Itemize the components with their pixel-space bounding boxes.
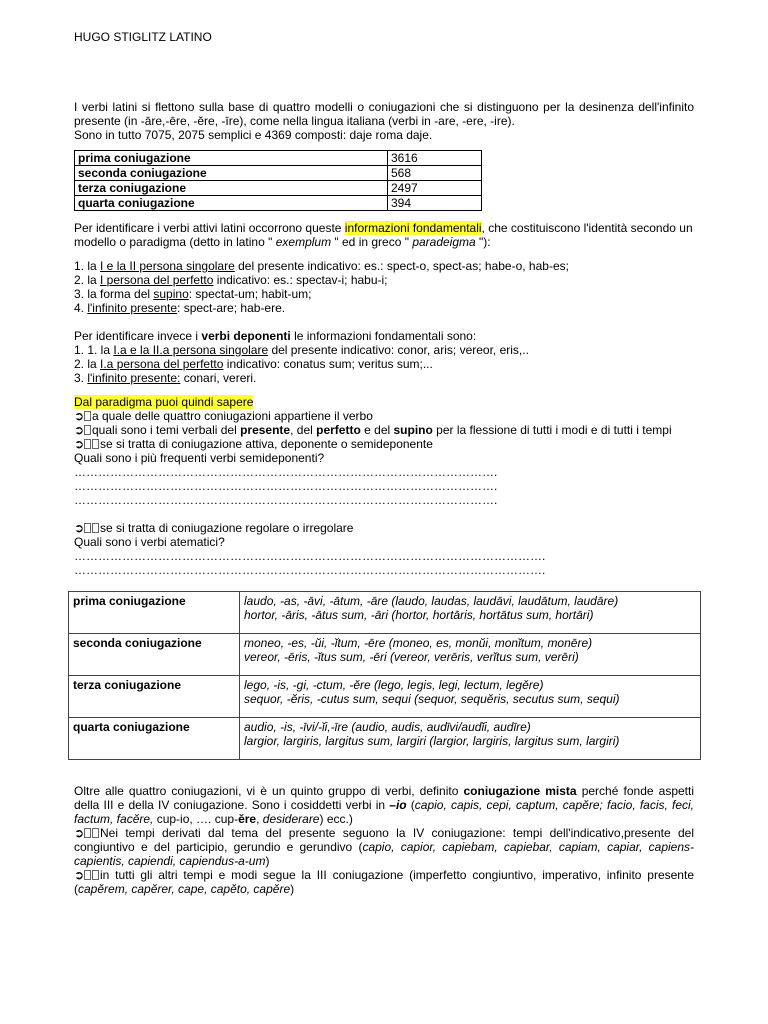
question-atematici: Quali sono i verbi atematici? — [74, 535, 225, 549]
conjugation-name: seconda coniugazione — [69, 634, 240, 676]
conjugation-forms: audio, -is, -īvi/-ĭi,-īre (audio, audis, audīvi/audĭi, audīre) largior, largiris, largitus sum, largiri (largior, largiris, largitus sum, largiri) — [240, 718, 701, 760]
highlighted-text: informazioni fondamentali — [344, 221, 482, 235]
checkbox-glyph-icon — [84, 523, 91, 533]
arrow-right-icon: ➲ — [74, 826, 85, 840]
list-item: ➲ quali sono i temi verbali del presente, del perfetto e del supino per la flessione di tutti i modi e di tutti i tempi — [74, 423, 672, 437]
conjugation-name: terza coniugazione — [69, 676, 240, 718]
table-row — [75, 181, 482, 196]
mixed-conjugation-section — [74, 784, 694, 896]
checkbox-glyph-icon — [84, 870, 91, 880]
checkbox-glyph-icon — [84, 439, 91, 449]
document-page — [74, 30, 694, 896]
count-value: 568 — [388, 166, 482, 181]
table-row — [69, 634, 701, 676]
paradigm-section — [74, 395, 694, 577]
identification-paragraph: Per identificare i verbi attivi latini occorrono queste informazioni fondamentali, che costituiscono l'identità secondo un modello o paradigma (detto in latino " exemplum " ed in greco " paradeigma "): — [74, 221, 693, 249]
table-row — [69, 592, 701, 634]
conjugation-name: prima coniugazione — [69, 592, 240, 634]
arrow-right-icon: ➲ — [74, 868, 85, 882]
conjugation-examples-table — [68, 591, 701, 760]
table-row — [75, 166, 482, 181]
question-semideponent: Quali sono i più frequenti verbi semideponenti? — [74, 451, 325, 465]
list-item: ➲ se si tratta di coniugazione regolare o irregolare — [74, 521, 354, 535]
list-item: ➲ in tutti gli altri tempi e modi segue la III coniugazione (imperfetto congiuntivo, imperativo, infinito presente (capĕrem, capĕrer, cape, capĕto, capĕre) — [74, 868, 694, 896]
list-item: 3. l'infinito presente: conari, vereri. — [74, 371, 257, 385]
deponent-paragraph: Per identificare invece i verbi deponenti le informazioni fondamentali sono: — [74, 329, 477, 343]
checkbox-glyph-icon — [92, 523, 99, 533]
checkbox-glyph-icon — [84, 828, 91, 838]
list-item: ➲ Nei tempi derivati dal tema del presente seguono la IV coniugazione: tempi dell'indicativo,presente del congiuntivo e del participio, gerundio e gerundivo (capio, capior, capiebam, capiebar, capiam, capiar, capiens-capientis, capiendi, capiendus-a-um) — [74, 826, 695, 868]
deponent-info-list — [74, 343, 694, 385]
intro-paragraph — [74, 100, 694, 142]
conjugation-count-table — [74, 150, 482, 211]
answer-line: ……………………………………………………………………………………………. — [74, 465, 498, 479]
paradigm-heading: Dal paradigma puoi quindi sapere — [74, 395, 254, 409]
answer-line: ……………………………………………………………………………………………. — [74, 493, 498, 507]
intro-line-2: Sono in tutto 7075, 2075 semplici e 4369 composti: daje roma daje. — [74, 128, 433, 142]
list-item: 2. la I.a persona del perfetto indicativo: conatus sum; veritus sum;... — [74, 357, 433, 371]
table-row — [75, 196, 482, 211]
conjugation-forms: moneo, -es, -ŭi, -ĭtum, -ēre (moneo, es, monŭi, monĭtum, monēre) vereor, -ēris, -ĭtus sum, -ēri (vereor, verēris, verĭtus sum, verēri) — [240, 634, 701, 676]
checkbox-glyph-icon — [92, 439, 99, 449]
table-row — [69, 718, 701, 760]
conjugation-forms: laudo, -as, -āvi, -ātum, -āre (laudo, laudas, laudāvi, laudātum, laudāre) hortor, -āris, -ātus sum, -āri (hortor, hortāris, hortātus sum, hortāri) — [240, 592, 701, 634]
answer-line: ………………………………………………………………………………………………………. — [74, 549, 546, 563]
list-item: 3. la forma del supino: spectat-um; habit-um; — [74, 287, 312, 301]
count-value: 3616 — [388, 151, 482, 166]
table-row — [75, 151, 482, 166]
active-info-list — [74, 259, 694, 315]
checkbox-glyph-icon — [84, 411, 91, 421]
table-row — [69, 676, 701, 718]
conjugation-forms: lego, -is, -gi, -ctum, -ĕre (lego, legis, legi, lectum, legĕre) sequor, -ĕris, -cutus sum, sequi (sequor, sequĕris, secutus sum, sequi) — [240, 676, 701, 718]
list-item: 1. 1. la I.a e la II.a persona singolare del presente indicativo: conor, aris; vereor, eris,.. — [74, 343, 529, 357]
list-item: 2. la I persona del perfetto indicativo: es.: spectav-i; habu-i; — [74, 273, 388, 287]
arrow-right-icon: ➲ — [74, 423, 85, 437]
intro-line-1: I verbi latini si flettono sulla base di quattro modelli o coniugazioni che si distinguono per la desinenza dell'infinito presente (in -āre,-ēre, -ĕre, -īre), come nella lingua italiana (verbi in -are, -ere, -ire). — [74, 100, 694, 128]
list-item: 1. la I e la II persona singolare del presente indicativo: es.: spect-o, spect-as; habe-o, hab-es; — [74, 259, 569, 273]
arrow-right-icon: ➲ — [74, 409, 85, 423]
count-label: terza coniugazione — [75, 181, 388, 196]
checkbox-glyph-icon — [92, 828, 99, 838]
answer-line: ………………………………………………………………………………………………………. — [74, 563, 546, 577]
answer-line: ……………………………………………………………………………………………. — [74, 479, 498, 493]
checkbox-glyph-icon — [84, 425, 91, 435]
list-item: ➲ a quale delle quattro coniugazioni appartiene il verbo — [74, 409, 373, 423]
list-item: 4. l'infinito presente: spect-are; hab-ere. — [74, 301, 286, 315]
count-value: 394 — [388, 196, 482, 211]
document-title: HUGO STIGLITZ LATINO — [74, 30, 212, 44]
conjugation-name: quarta coniugazione — [69, 718, 240, 760]
count-label: seconda coniugazione — [75, 166, 388, 181]
list-item: ➲ se si tratta di coniugazione attiva, deponente o semideponente — [74, 437, 433, 451]
arrow-right-icon: ➲ — [74, 437, 85, 451]
count-label: quarta coniugazione — [75, 196, 388, 211]
arrow-right-icon: ➲ — [74, 521, 85, 535]
mixed-paragraph: Oltre alle quattro coniugazioni, vi è un quinto gruppo di verbi, definito coniugazione mista perché fonde aspetti della III e della IV coniugazione. Sono i cosiddetti verbi in –io (capio, capis, cepi, captum, capĕre; facio, facis, feci, factum, facĕre, cup-io, …. cup-ĕre, desiderare) ecc.) — [74, 784, 694, 826]
checkbox-glyph-icon — [92, 870, 99, 880]
count-label: prima coniugazione — [75, 151, 388, 166]
count-value: 2497 — [388, 181, 482, 196]
